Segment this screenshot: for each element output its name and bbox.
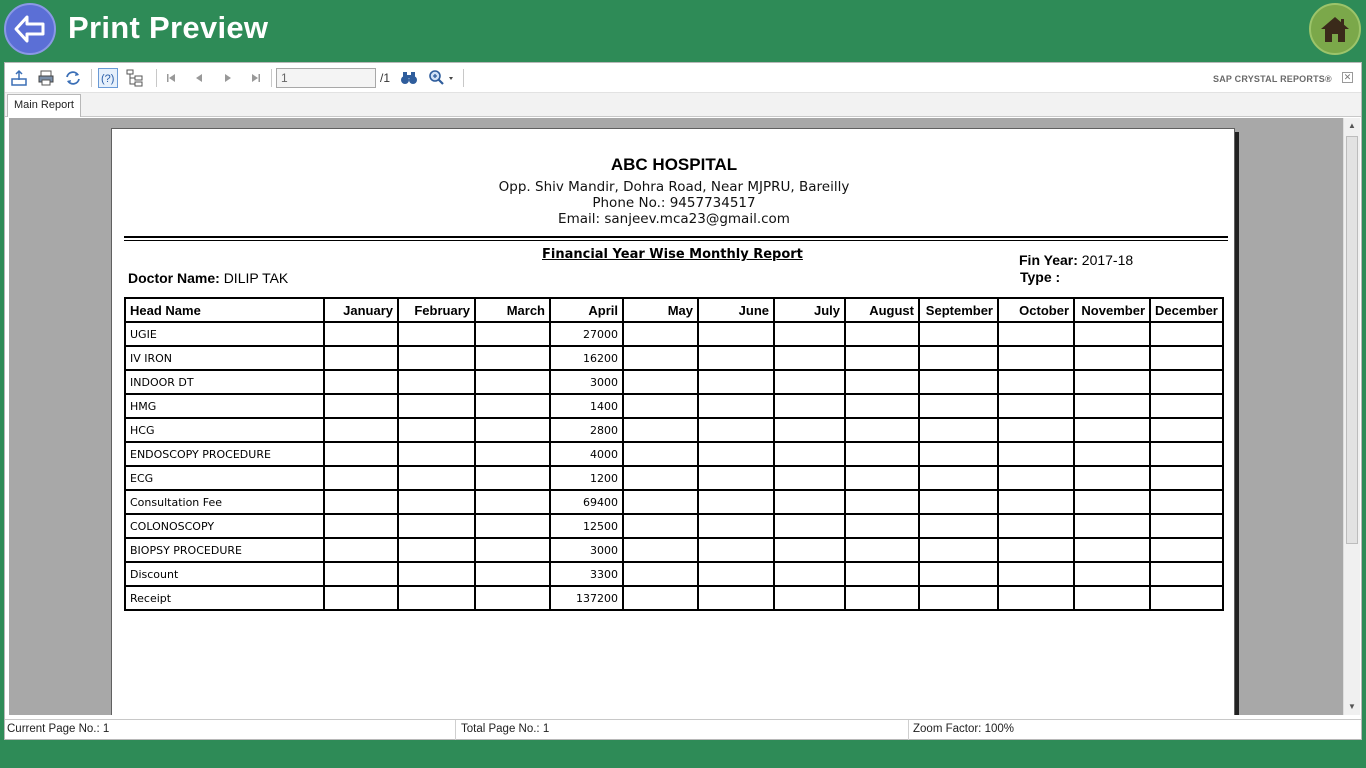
month-value-cell: [1074, 586, 1150, 610]
month-value-cell: [698, 322, 774, 346]
month-value-cell: [1074, 370, 1150, 394]
month-value-cell: [623, 466, 698, 490]
april-value-cell: 27000: [550, 322, 623, 346]
page-total-label: /1: [380, 71, 391, 85]
april-value-cell: 16200: [550, 346, 623, 370]
month-value-cell: [919, 490, 998, 514]
month-value-cell: [845, 490, 919, 514]
month-value-cell: [698, 370, 774, 394]
month-value-cell: [1150, 322, 1223, 346]
month-value-cell: [1150, 418, 1223, 442]
month-value-cell: [919, 394, 998, 418]
head-name-cell: BIOPSY PROCEDURE: [125, 538, 324, 562]
report-table: [124, 297, 1224, 611]
print-button[interactable]: [36, 68, 56, 88]
table-row: [125, 538, 1223, 562]
column-header: April: [550, 298, 623, 322]
header-rule: [124, 236, 1228, 238]
month-value-cell: [774, 586, 845, 610]
zoom-icon: [428, 69, 456, 87]
month-value-cell: [845, 514, 919, 538]
month-value-cell: [475, 394, 550, 418]
month-value-cell: [1074, 394, 1150, 418]
month-value-cell: [845, 346, 919, 370]
month-value-cell: [623, 562, 698, 586]
head-name-cell: Receipt: [125, 586, 324, 610]
hospital-address: Opp. Shiv Mandir, Dohra Road, Near MJPRU, Bareilly: [498, 179, 850, 195]
month-value-cell: [845, 418, 919, 442]
month-value-cell: [698, 538, 774, 562]
month-value-cell: [845, 322, 919, 346]
month-value-cell: [774, 394, 845, 418]
month-value-cell: [398, 562, 475, 586]
vertical-scrollbar[interactable]: [1343, 118, 1360, 715]
month-value-cell: [1150, 346, 1223, 370]
month-value-cell: [324, 322, 398, 346]
viewer-toolbar: [5, 63, 1361, 93]
month-value-cell: [398, 538, 475, 562]
month-value-cell: [1074, 418, 1150, 442]
month-value-cell: [398, 466, 475, 490]
month-value-cell: [998, 418, 1074, 442]
month-value-cell: [398, 322, 475, 346]
month-value-cell: [998, 442, 1074, 466]
month-value-cell: [623, 586, 698, 610]
zoom-dropdown[interactable]: [427, 68, 457, 88]
month-value-cell: [998, 466, 1074, 490]
month-value-cell: [1074, 538, 1150, 562]
toolbar-separator: [463, 69, 464, 87]
april-value-cell: 137200: [550, 586, 623, 610]
table-row: [125, 514, 1223, 538]
back-button[interactable]: [4, 3, 56, 55]
page-title: Print Preview: [68, 10, 269, 45]
month-value-cell: [324, 346, 398, 370]
month-value-cell: [1074, 562, 1150, 586]
month-value-cell: [698, 490, 774, 514]
home-icon: [1319, 14, 1351, 44]
first-page-icon: [165, 72, 177, 84]
app-header: [0, 0, 1366, 60]
month-value-cell: [998, 370, 1074, 394]
previous-page-button[interactable]: [189, 68, 209, 88]
table-row: [125, 490, 1223, 514]
april-value-cell: 2800: [550, 418, 623, 442]
month-value-cell: [774, 466, 845, 490]
export-icon: [10, 69, 28, 87]
toolbar-separator: [156, 69, 157, 87]
column-header: January: [324, 298, 398, 322]
svg-text:(?): (?): [101, 73, 115, 85]
month-value-cell: [919, 586, 998, 610]
status-separator: [455, 720, 456, 740]
help-button[interactable]: [98, 68, 118, 88]
month-value-cell: [1074, 514, 1150, 538]
table-row: [125, 418, 1223, 442]
month-value-cell: [623, 442, 698, 466]
month-value-cell: [845, 370, 919, 394]
month-value-cell: [1074, 490, 1150, 514]
month-value-cell: [919, 442, 998, 466]
month-value-cell: [1150, 466, 1223, 490]
previous-page-icon: [193, 72, 205, 84]
report-canvas: [9, 118, 1343, 715]
month-value-cell: [774, 370, 845, 394]
tab-bar: [5, 93, 1361, 117]
month-value-cell: [475, 586, 550, 610]
refresh-button[interactable]: [63, 68, 83, 88]
column-header: September: [919, 298, 998, 322]
table-row: [125, 322, 1223, 346]
tab-main-report[interactable]: Main Report: [7, 94, 81, 117]
month-value-cell: [845, 466, 919, 490]
month-value-cell: [845, 586, 919, 610]
month-value-cell: [324, 418, 398, 442]
april-value-cell: 69400: [550, 490, 623, 514]
next-page-button[interactable]: [218, 68, 238, 88]
fin-year-value: 2017-18: [1081, 252, 1134, 268]
month-value-cell: [919, 466, 998, 490]
month-value-cell: [623, 490, 698, 514]
month-value-cell: [1150, 442, 1223, 466]
april-value-cell: 3300: [550, 562, 623, 586]
month-value-cell: [998, 562, 1074, 586]
toolbar-separator: [271, 69, 272, 87]
brand-label: SAP CRYSTAL REPORTS®: [1213, 74, 1332, 84]
header-rule-thin: [124, 240, 1228, 241]
month-value-cell: [475, 562, 550, 586]
first-page-button[interactable]: [161, 68, 181, 88]
april-value-cell: 3000: [550, 370, 623, 394]
month-value-cell: [324, 466, 398, 490]
hospital-phone: Phone No.: 9457734517: [592, 195, 756, 211]
month-value-cell: [475, 322, 550, 346]
head-name-cell: COLONOSCOPY: [125, 514, 324, 538]
toolbar-separator: [91, 69, 92, 87]
month-value-cell: [324, 586, 398, 610]
month-value-cell: [774, 322, 845, 346]
column-header: July: [774, 298, 845, 322]
month-value-cell: [324, 442, 398, 466]
month-value-cell: [398, 514, 475, 538]
april-value-cell: 1200: [550, 466, 623, 490]
refresh-icon: [64, 69, 82, 87]
report-page: [111, 128, 1235, 715]
month-value-cell: [698, 514, 774, 538]
next-page-icon: [222, 72, 234, 84]
month-value-cell: [919, 538, 998, 562]
table-row: [125, 562, 1223, 586]
printer-icon: [37, 69, 55, 87]
month-value-cell: [774, 418, 845, 442]
column-header: March: [475, 298, 550, 322]
month-value-cell: [774, 442, 845, 466]
find-button[interactable]: [399, 68, 419, 88]
month-value-cell: [698, 346, 774, 370]
month-value-cell: [324, 490, 398, 514]
month-value-cell: [475, 538, 550, 562]
month-value-cell: [475, 490, 550, 514]
type-label: Type :: [1020, 269, 1061, 285]
month-value-cell: [475, 442, 550, 466]
month-value-cell: [1150, 586, 1223, 610]
column-header: February: [398, 298, 475, 322]
month-value-cell: [845, 442, 919, 466]
month-value-cell: [919, 346, 998, 370]
head-name-cell: Discount: [125, 562, 324, 586]
head-name-cell: Consultation Fee: [125, 490, 324, 514]
month-value-cell: [475, 370, 550, 394]
footer-band: [0, 741, 1366, 768]
month-value-cell: [774, 346, 845, 370]
table-header-row: [125, 298, 1223, 322]
scroll-up-icon[interactable]: ▲: [1348, 121, 1356, 130]
table-body: [125, 322, 1223, 610]
table-row: [125, 466, 1223, 490]
month-value-cell: [398, 442, 475, 466]
doctor-name: [128, 270, 288, 286]
table-row: [125, 586, 1223, 610]
head-name-cell: HMG: [125, 394, 324, 418]
month-value-cell: [1150, 490, 1223, 514]
month-value-cell: [623, 322, 698, 346]
binoculars-icon: [400, 69, 418, 87]
column-header: October: [998, 298, 1074, 322]
back-arrow-icon: [13, 14, 47, 44]
month-value-cell: [398, 346, 475, 370]
fin-year: [1019, 252, 1133, 268]
month-value-cell: [398, 370, 475, 394]
report-viewer: [4, 62, 1362, 740]
last-page-icon: [250, 72, 262, 84]
month-value-cell: [998, 490, 1074, 514]
month-value-cell: [1150, 370, 1223, 394]
head-name-cell: ECG: [125, 466, 324, 490]
april-value-cell: 12500: [550, 514, 623, 538]
current-page-status: Current Page No.: 1: [7, 723, 110, 735]
month-value-cell: [1074, 442, 1150, 466]
month-value-cell: [398, 394, 475, 418]
month-value-cell: [475, 418, 550, 442]
home-button[interactable]: [1309, 3, 1361, 55]
table-row: [125, 394, 1223, 418]
month-value-cell: [998, 586, 1074, 610]
month-value-cell: [475, 346, 550, 370]
doctor-name-label: Doctor Name:: [128, 270, 220, 286]
hospital-email: Email: sanjeev.mca23@gmail.com: [558, 211, 790, 227]
scrollbar-thumb[interactable]: [1346, 136, 1358, 544]
table-row: [125, 346, 1223, 370]
head-name-cell: INDOOR DT: [125, 370, 324, 394]
month-value-cell: [845, 394, 919, 418]
fin-year-label: Fin Year:: [1019, 252, 1078, 268]
month-value-cell: [324, 370, 398, 394]
month-value-cell: [623, 370, 698, 394]
page-number-input[interactable]: [276, 68, 376, 88]
month-value-cell: [698, 586, 774, 610]
month-value-cell: [623, 538, 698, 562]
head-name-cell: IV IRON: [125, 346, 324, 370]
month-value-cell: [698, 394, 774, 418]
total-page-status: Total Page No.: 1: [461, 723, 550, 735]
month-value-cell: [398, 586, 475, 610]
month-value-cell: [1150, 394, 1223, 418]
zoom-status: Zoom Factor: 100%: [913, 723, 1014, 735]
table-row: [125, 370, 1223, 394]
month-value-cell: [919, 322, 998, 346]
month-value-cell: [774, 538, 845, 562]
month-value-cell: [1074, 322, 1150, 346]
month-value-cell: [1150, 562, 1223, 586]
month-value-cell: [919, 562, 998, 586]
month-value-cell: [623, 394, 698, 418]
column-header: May: [623, 298, 698, 322]
hospital-name: ABC HOSPITAL: [610, 155, 738, 174]
april-value-cell: 4000: [550, 442, 623, 466]
month-value-cell: [1150, 538, 1223, 562]
month-value-cell: [919, 514, 998, 538]
month-value-cell: [475, 466, 550, 490]
month-value-cell: [324, 514, 398, 538]
month-value-cell: [998, 346, 1074, 370]
month-value-cell: [698, 418, 774, 442]
scroll-down-icon[interactable]: ▼: [1348, 702, 1356, 711]
month-value-cell: [1074, 346, 1150, 370]
month-value-cell: [623, 514, 698, 538]
month-value-cell: [1074, 466, 1150, 490]
column-header: December: [1150, 298, 1223, 322]
april-value-cell: 3000: [550, 538, 623, 562]
month-value-cell: [919, 418, 998, 442]
month-value-cell: [698, 442, 774, 466]
tree-icon: [126, 69, 144, 87]
month-value-cell: [398, 418, 475, 442]
month-value-cell: [698, 466, 774, 490]
month-value-cell: [324, 394, 398, 418]
month-value-cell: [475, 514, 550, 538]
month-value-cell: [998, 514, 1074, 538]
column-header: November: [1074, 298, 1150, 322]
april-value-cell: 1400: [550, 394, 623, 418]
close-icon[interactable]: ✕: [1343, 72, 1352, 82]
report-title: Financial Year Wise Monthly Report: [542, 247, 803, 262]
month-value-cell: [998, 394, 1074, 418]
status-bar: [5, 719, 1361, 739]
month-value-cell: [324, 538, 398, 562]
month-value-cell: [324, 562, 398, 586]
head-name-cell: HCG: [125, 418, 324, 442]
column-header: August: [845, 298, 919, 322]
column-header: Head Name: [125, 298, 324, 322]
head-name-cell: ENDOSCOPY PROCEDURE: [125, 442, 324, 466]
month-value-cell: [998, 322, 1074, 346]
table-row: [125, 442, 1223, 466]
month-value-cell: [774, 514, 845, 538]
group-tree-button[interactable]: [125, 68, 145, 88]
month-value-cell: [623, 418, 698, 442]
doctor-name-value: DILIP TAK: [223, 270, 289, 286]
month-value-cell: [998, 538, 1074, 562]
last-page-button[interactable]: [246, 68, 266, 88]
column-header: June: [698, 298, 774, 322]
month-value-cell: [774, 490, 845, 514]
month-value-cell: [623, 346, 698, 370]
month-value-cell: [845, 562, 919, 586]
month-value-cell: [1150, 514, 1223, 538]
status-separator: [908, 720, 909, 740]
month-value-cell: [398, 490, 475, 514]
month-value-cell: [845, 538, 919, 562]
month-value-cell: [698, 562, 774, 586]
export-button[interactable]: [9, 68, 29, 88]
month-value-cell: [774, 562, 845, 586]
help-icon: [100, 70, 116, 86]
month-value-cell: [919, 370, 998, 394]
head-name-cell: UGIE: [125, 322, 324, 346]
